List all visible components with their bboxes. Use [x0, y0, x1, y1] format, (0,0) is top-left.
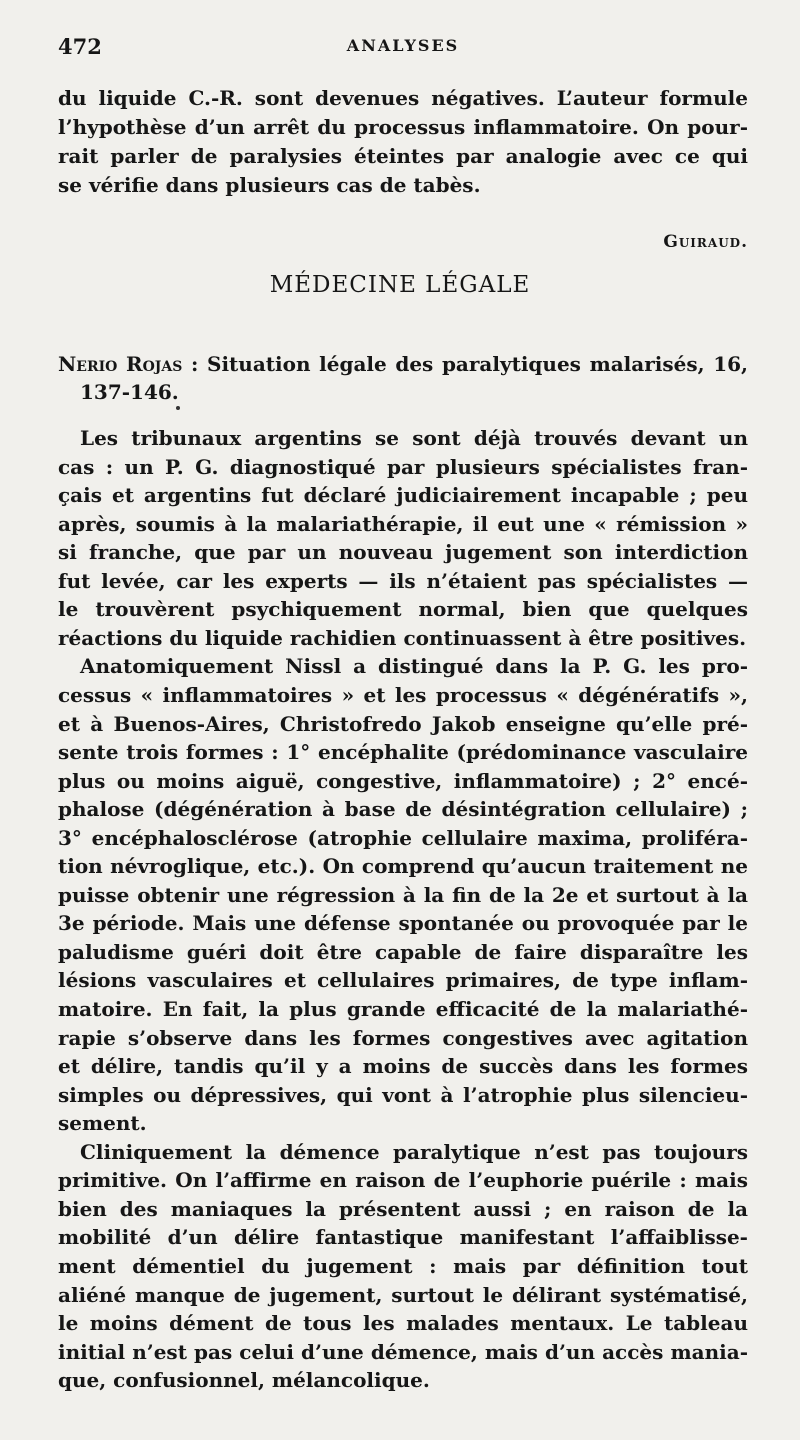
signature: Guiraud.	[663, 232, 748, 252]
text-line: sente trois formes : 1° encéphalite (prédominance vasculaire	[58, 740, 748, 765]
running-title: ANALYSES	[346, 36, 460, 55]
text-line: cessus « inflammatoires » et les processus « dégénératifs »,	[58, 682, 748, 707]
text-line: si franche, que par un nouveau jugement son interdiction	[58, 540, 748, 565]
text-line: se vérifie dans plusieurs cas de tabès.	[58, 173, 481, 197]
text-line: le trouvèrent psychiquement normal, bien que quelques	[58, 597, 748, 622]
text-line: simples ou dépressives, qui vont à l’atrophie plus silencieu-	[58, 1082, 748, 1107]
text-line: Les tribunaux argentins se sont déjà trouvés devant un	[80, 426, 748, 450]
text-line: ment démentiel du jugement : mais par définition tout	[58, 1253, 748, 1278]
running-head	[58, 34, 748, 64]
stray-mark	[176, 406, 180, 410]
section-title: MÉDECINE LÉGALE	[269, 272, 531, 298]
text-line: Cliniquement la démence paralytique n’est pas toujours	[80, 1139, 748, 1164]
text-line: primitive. On l’affirme en raison de l’euphorie puérile : mais	[58, 1168, 748, 1193]
reference-title: Situation légale des paralytiques malarisés, 16,	[207, 352, 749, 376]
text-line: et à Buenos-Aires, Christofredo Jakob enseigne qu’elle pré-	[58, 711, 748, 736]
text-line: initial n’est pas celui d’une démence, mais d’un accès mania-	[58, 1339, 748, 1364]
text-line: rait parler de paralysies éteintes par analogie avec ce qui	[58, 144, 748, 168]
text-line: phalose (dégénération à base de désintégration cellulaire) ;	[58, 797, 748, 822]
text-line: çais et argentins fut déclaré judiciairement incapable ; peu	[58, 483, 748, 508]
text-line: bien des maniaques la présentent aussi ; en raison de la	[58, 1196, 748, 1221]
text-line: réactions du liquide rachidien continuassent à être positives.	[58, 625, 747, 650]
text-line: fut levée, car les experts — ils n’étaient pas spécialistes —	[58, 568, 748, 593]
text-line: 3e période. Mais une défense spontanée ou provoquée par le	[58, 911, 748, 936]
text-line: l’hypothèse d’un arrêt du processus inflammatoire. On pour-	[58, 115, 748, 139]
reference-line-2: 137-146.	[80, 380, 179, 404]
text-line: que, confusionnel, mélancolique.	[58, 1368, 430, 1393]
text-line: le moins dément de tous les malades mentaux. Le tableau	[58, 1311, 748, 1336]
text-line: paludisme guéri doit être capable de faire disparaître les	[58, 939, 748, 964]
text-line: mobilité d’un délire fantastique manifestant l’affaiblisse-	[58, 1225, 748, 1250]
page-number: 472	[58, 34, 102, 59]
text-line: lésions vasculaires et cellulaires primaires, de type inflam-	[58, 968, 748, 993]
reference-line-1	[58, 350, 748, 379]
text-line: cas : un P. G. diagnostiqué par plusieurs spécialistes fran-	[58, 454, 748, 479]
text-line: tion névroglique, etc.). On comprend qu’aucun traitement ne	[58, 854, 748, 879]
text-line: plus ou moins aiguë, congestive, inflammatoire) ; 2° encé-	[58, 768, 748, 793]
reference-author: Nerio Rojas	[58, 352, 183, 376]
text-line: après, soumis à la malariathérapie, il eut une « rémission »	[58, 511, 748, 536]
text-line: rapie s’observe dans les formes congestives avec agitation	[58, 1025, 748, 1050]
text-line: aliéné manque de jugement, surtout le délirant systématisé,	[58, 1282, 748, 1307]
text-line: matoire. En fait, la plus grande efficacité de la malariathé-	[58, 997, 748, 1021]
text-line: Anatomiquement Nissl a distingué dans la P. G. les pro-	[80, 654, 748, 679]
text-line: du liquide C.-R. sont devenues négatives. L’auteur formule	[58, 86, 748, 110]
text-line: 3° encéphalosclérose (atrophie cellulaire maxima, proliféra-	[58, 825, 748, 850]
reference-separator: :	[182, 352, 208, 376]
text-line: sement.	[58, 1111, 147, 1136]
text-line: et délire, tandis qu’il y a moins de succès dans les formes	[58, 1054, 748, 1079]
text-line: puisse obtenir une régression à la fin de la 2e et surtout à la	[58, 882, 748, 907]
